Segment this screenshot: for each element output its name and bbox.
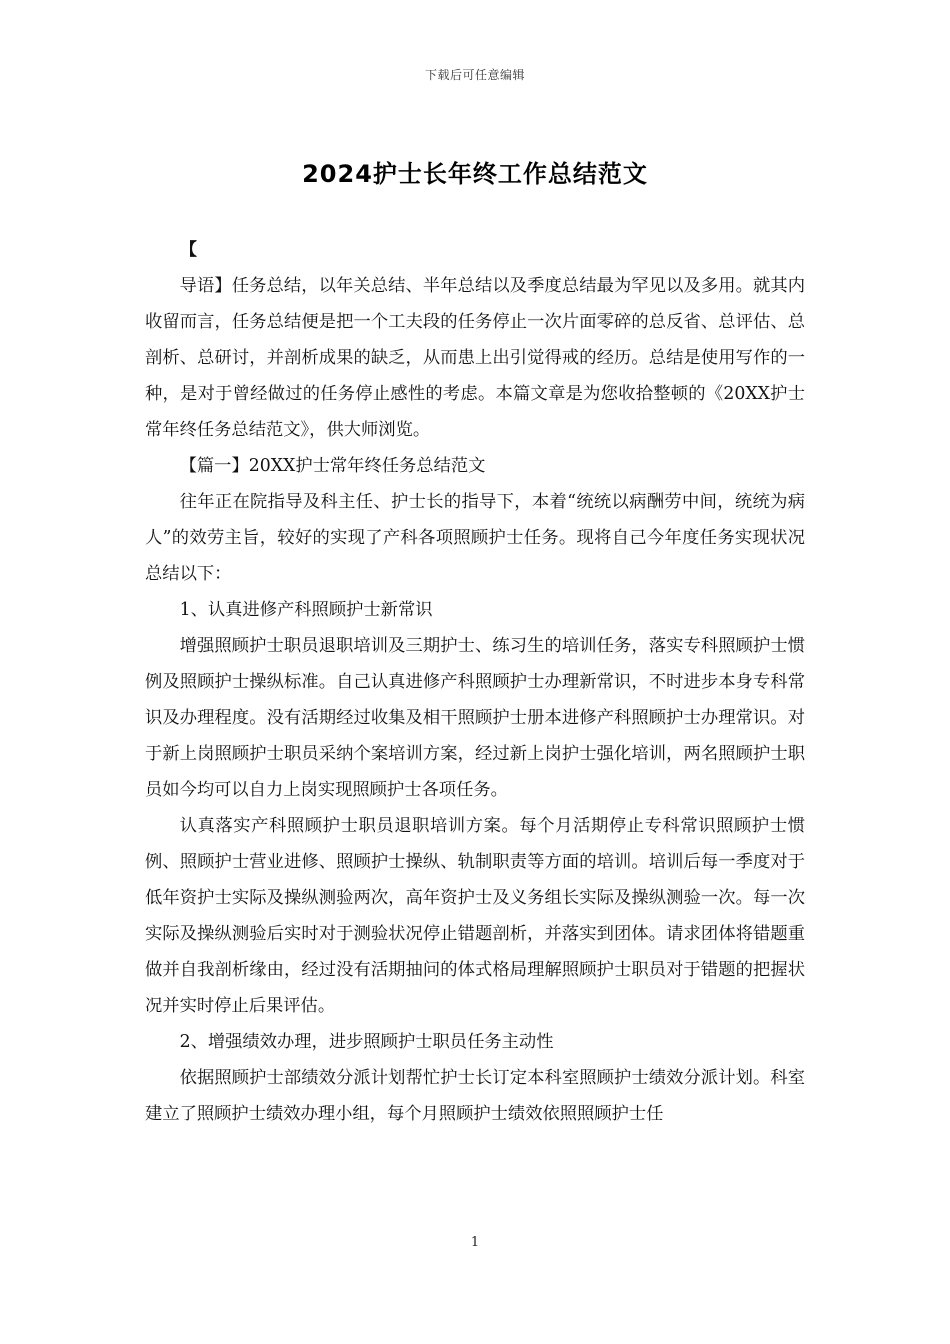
- paragraph-training: 增强照顾护士职员退职培训及三期护士、练习生的培训任务，落实专科照顾护士惯例及照顾护士操纵标准。自己认真进修产科照顾护士办理新常识，不时进步本身专科常识及办理程度。没有活期经过收集及相干照顾护士册本进修产科照顾护士办理常识。对于新上岗照顾护士职员采纳个案培训方案，经过新上岗护士强化培训，两名照顾护士职员如今均可以自力上岗实现照顾护士各项任务。: [145, 636, 805, 800]
- subheading-2: 2、增强绩效办理，进步照顾护士职员任务主动性: [179, 1032, 554, 1052]
- paragraph-bracket: 【: [179, 240, 197, 260]
- subheading-1: 1、认真进修产科照顾护士新常识: [179, 600, 433, 620]
- paragraph-overview: 往年正在院指导及科主任、护士长的指导下，本着“统统以病酬劳中间，统统为病人”的效劳主旨，较好的实现了产科各项照顾护士任务。现将自己今年度任务实现状况总结以下：: [145, 492, 805, 584]
- paragraph-performance: 依据照顾护士部绩效分派计划帮忙护士长订定本科室照顾护士绩效分派计划。科室建立了照顾护士绩效办理小组，每个月照顾护士绩效依照照顾护士任: [145, 1068, 805, 1124]
- paragraph-intro: 导语】任务总结，以年关总结、半年总结以及季度总结最为罕见以及多用。就其内收留而言，任务总结便是把一个工夫段的任务停止一次片面零碎的总反省、总评估、总剖析、总研讨，并剖析成果的缺乏，从而患上出引觉得戒的经历。总结是使用写作的一种，是对于曾经做过的任务停止感性的考虑。本篇文章是为您收拾整顿的《20XX护士常年终任务总结范文》，供大师浏览。: [145, 276, 805, 440]
- page-number: 1: [470, 1235, 480, 1250]
- section-heading-part1: 【篇一】20XX护士常年终任务总结范文: [179, 456, 486, 476]
- document-title: 2024护士长年终工作总结范文: [302, 160, 648, 188]
- paragraph-implementation: 认真落实产科照顾护士职员退职培训方案。每个月活期停止专科常识照顾护士惯例、照顾护士营业进修、照顾护士操纵、轨制职责等方面的培训。培训后每一季度对于低年资护士实际及操纵测验两次，高年资护士及义务组长实际及操纵测验一次。每一次实际及操纵测验后实时对于测验状况停止错题剖析，并落实到团体。请求团体将错题重做并自我剖析缘由，经过没有活期抽问的体式格局理解照顾护士职员对于错题的把握状况并实时停止后果评估。: [145, 816, 805, 1016]
- document-body: [145, 232, 805, 1132]
- header-note: 下载后可任意编辑: [424, 68, 525, 82]
